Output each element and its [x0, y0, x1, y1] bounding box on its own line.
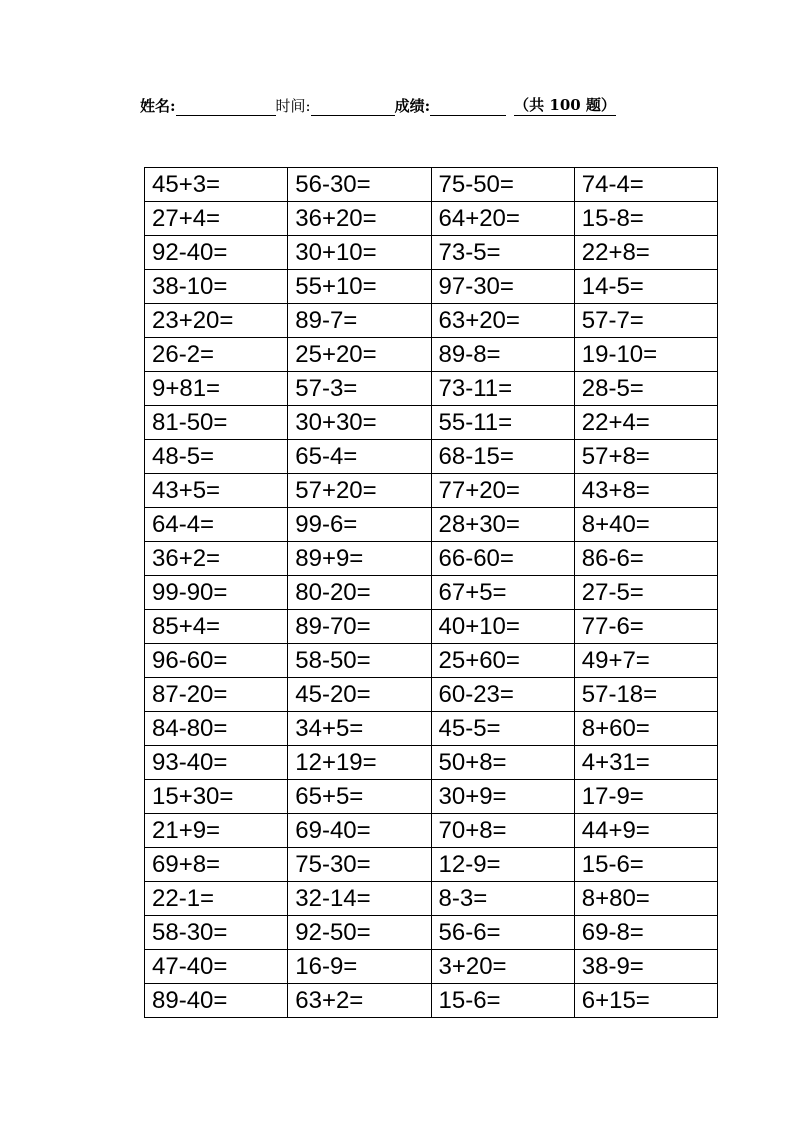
table-row — [145, 610, 718, 644]
problem-cell: 19-10= — [574, 338, 717, 372]
table-row — [145, 304, 718, 338]
table-row — [145, 440, 718, 474]
problem-cell: 77+20= — [431, 474, 574, 508]
problem-table-body — [145, 168, 718, 1018]
table-row — [145, 406, 718, 440]
problem-cell: 21+9= — [145, 814, 288, 848]
table-row — [145, 916, 718, 950]
problem-cell: 55-11= — [431, 406, 574, 440]
problem-cell: 81-50= — [145, 406, 288, 440]
problem-cell: 17-9= — [574, 780, 717, 814]
name-label: 姓名: — [140, 97, 176, 115]
problem-cell: 32-14= — [288, 882, 431, 916]
problem-cell: 56-30= — [288, 168, 431, 202]
problem-cell: 89-7= — [288, 304, 431, 338]
problem-cell: 36+2= — [145, 542, 288, 576]
problem-cell: 28-5= — [574, 372, 717, 406]
problem-cell: 57+20= — [288, 474, 431, 508]
table-row — [145, 950, 718, 984]
problem-cell: 22+8= — [574, 236, 717, 270]
score-blank-line — [430, 97, 506, 116]
total-questions-label: （共 100 题） — [514, 96, 616, 114]
problem-cell: 30+30= — [288, 406, 431, 440]
problem-cell: 85+4= — [145, 610, 288, 644]
problem-cell: 73-11= — [431, 372, 574, 406]
problem-cell: 44+9= — [574, 814, 717, 848]
problem-cell: 22-1= — [145, 882, 288, 916]
problem-cell: 69+8= — [145, 848, 288, 882]
problem-cell: 15-6= — [574, 848, 717, 882]
problem-cell: 58-30= — [145, 916, 288, 950]
problem-cell: 16-9= — [288, 950, 431, 984]
problem-cell: 89+9= — [288, 542, 431, 576]
problem-cell: 12-9= — [431, 848, 574, 882]
problem-cell: 67+5= — [431, 576, 574, 610]
problem-cell: 48-5= — [145, 440, 288, 474]
problem-cell: 26-2= — [145, 338, 288, 372]
table-row — [145, 338, 718, 372]
problem-cell: 27+4= — [145, 202, 288, 236]
problem-cell: 50+8= — [431, 746, 574, 780]
problem-cell: 69-8= — [574, 916, 717, 950]
problem-cell: 73-5= — [431, 236, 574, 270]
problem-cell: 30+9= — [431, 780, 574, 814]
table-row — [145, 882, 718, 916]
table-row — [145, 814, 718, 848]
table-row — [145, 202, 718, 236]
problem-cell: 12+19= — [288, 746, 431, 780]
problem-cell: 89-40= — [145, 984, 288, 1018]
problem-cell: 68-15= — [431, 440, 574, 474]
problem-cell: 70+8= — [431, 814, 574, 848]
problem-cell: 45-20= — [288, 678, 431, 712]
problem-cell: 64-4= — [145, 508, 288, 542]
problem-cell: 47-40= — [145, 950, 288, 984]
problem-cell: 38-10= — [145, 270, 288, 304]
problem-cell: 74-4= — [574, 168, 717, 202]
worksheet-header — [140, 92, 660, 116]
table-row — [145, 780, 718, 814]
problem-cell: 3+20= — [431, 950, 574, 984]
problem-cell: 99-90= — [145, 576, 288, 610]
problem-cell: 15+30= — [145, 780, 288, 814]
table-row — [145, 168, 718, 202]
problem-cell: 60-23= — [431, 678, 574, 712]
table-row — [145, 542, 718, 576]
problem-cell: 23+20= — [145, 304, 288, 338]
problem-cell: 86-6= — [574, 542, 717, 576]
problem-cell: 4+31= — [574, 746, 717, 780]
problem-cell: 87-20= — [145, 678, 288, 712]
problem-cell: 56-6= — [431, 916, 574, 950]
problem-cell: 27-5= — [574, 576, 717, 610]
table-row — [145, 236, 718, 270]
problem-cell: 57-3= — [288, 372, 431, 406]
table-row — [145, 576, 718, 610]
problem-cell: 8+80= — [574, 882, 717, 916]
problem-cell: 28+30= — [431, 508, 574, 542]
problem-cell: 30+10= — [288, 236, 431, 270]
problem-cell: 75-50= — [431, 168, 574, 202]
problem-cell: 65+5= — [288, 780, 431, 814]
problem-cell: 43+5= — [145, 474, 288, 508]
problem-cell: 93-40= — [145, 746, 288, 780]
problem-cell: 40+10= — [431, 610, 574, 644]
problem-cell: 55+10= — [288, 270, 431, 304]
table-row — [145, 372, 718, 406]
problem-cell: 92-50= — [288, 916, 431, 950]
problem-cell: 89-70= — [288, 610, 431, 644]
problem-cell: 89-8= — [431, 338, 574, 372]
problem-cell: 15-8= — [574, 202, 717, 236]
problem-cell: 57-7= — [574, 304, 717, 338]
score-label: 成绩: — [394, 97, 431, 115]
problem-cell: 34+5= — [288, 712, 431, 746]
table-row — [145, 270, 718, 304]
problem-cell: 57+8= — [574, 440, 717, 474]
table-row — [145, 644, 718, 678]
table-row — [145, 712, 718, 746]
problem-cell: 38-9= — [574, 950, 717, 984]
problem-cell: 64+20= — [431, 202, 574, 236]
problem-cell: 6+15= — [574, 984, 717, 1018]
table-row — [145, 848, 718, 882]
problem-cell: 8-3= — [431, 882, 574, 916]
problem-cell: 77-6= — [574, 610, 717, 644]
problem-cell: 15-6= — [431, 984, 574, 1018]
problem-cell: 45-5= — [431, 712, 574, 746]
problem-cell: 84-80= — [145, 712, 288, 746]
problem-cell: 69-40= — [288, 814, 431, 848]
table-row — [145, 678, 718, 712]
problem-cell: 96-60= — [145, 644, 288, 678]
table-row — [145, 508, 718, 542]
table-row — [145, 984, 718, 1018]
problem-cell: 8+40= — [574, 508, 717, 542]
problem-cell: 8+60= — [574, 712, 717, 746]
problem-cell: 80-20= — [288, 576, 431, 610]
problem-cell: 14-5= — [574, 270, 717, 304]
problem-cell: 75-30= — [288, 848, 431, 882]
time-blank-line — [311, 97, 395, 116]
problem-cell: 63+20= — [431, 304, 574, 338]
problem-cell: 99-6= — [288, 508, 431, 542]
problem-cell: 58-50= — [288, 644, 431, 678]
name-blank-line — [176, 97, 276, 116]
arithmetic-problem-table — [144, 167, 718, 1018]
problem-cell: 43+8= — [574, 474, 717, 508]
problem-cell: 92-40= — [145, 236, 288, 270]
problem-cell: 25+60= — [431, 644, 574, 678]
problem-cell: 57-18= — [574, 678, 717, 712]
problem-cell: 97-30= — [431, 270, 574, 304]
problem-cell: 25+20= — [288, 338, 431, 372]
problem-cell: 22+4= — [574, 406, 717, 440]
problem-cell: 36+20= — [288, 202, 431, 236]
time-label: 时间: — [275, 97, 311, 115]
problem-cell: 45+3= — [145, 168, 288, 202]
problem-cell: 9+81= — [145, 372, 288, 406]
problem-cell: 65-4= — [288, 440, 431, 474]
problem-cell: 49+7= — [574, 644, 717, 678]
problem-cell: 66-60= — [431, 542, 574, 576]
table-row — [145, 474, 718, 508]
problem-cell: 63+2= — [288, 984, 431, 1018]
table-row — [145, 746, 718, 780]
